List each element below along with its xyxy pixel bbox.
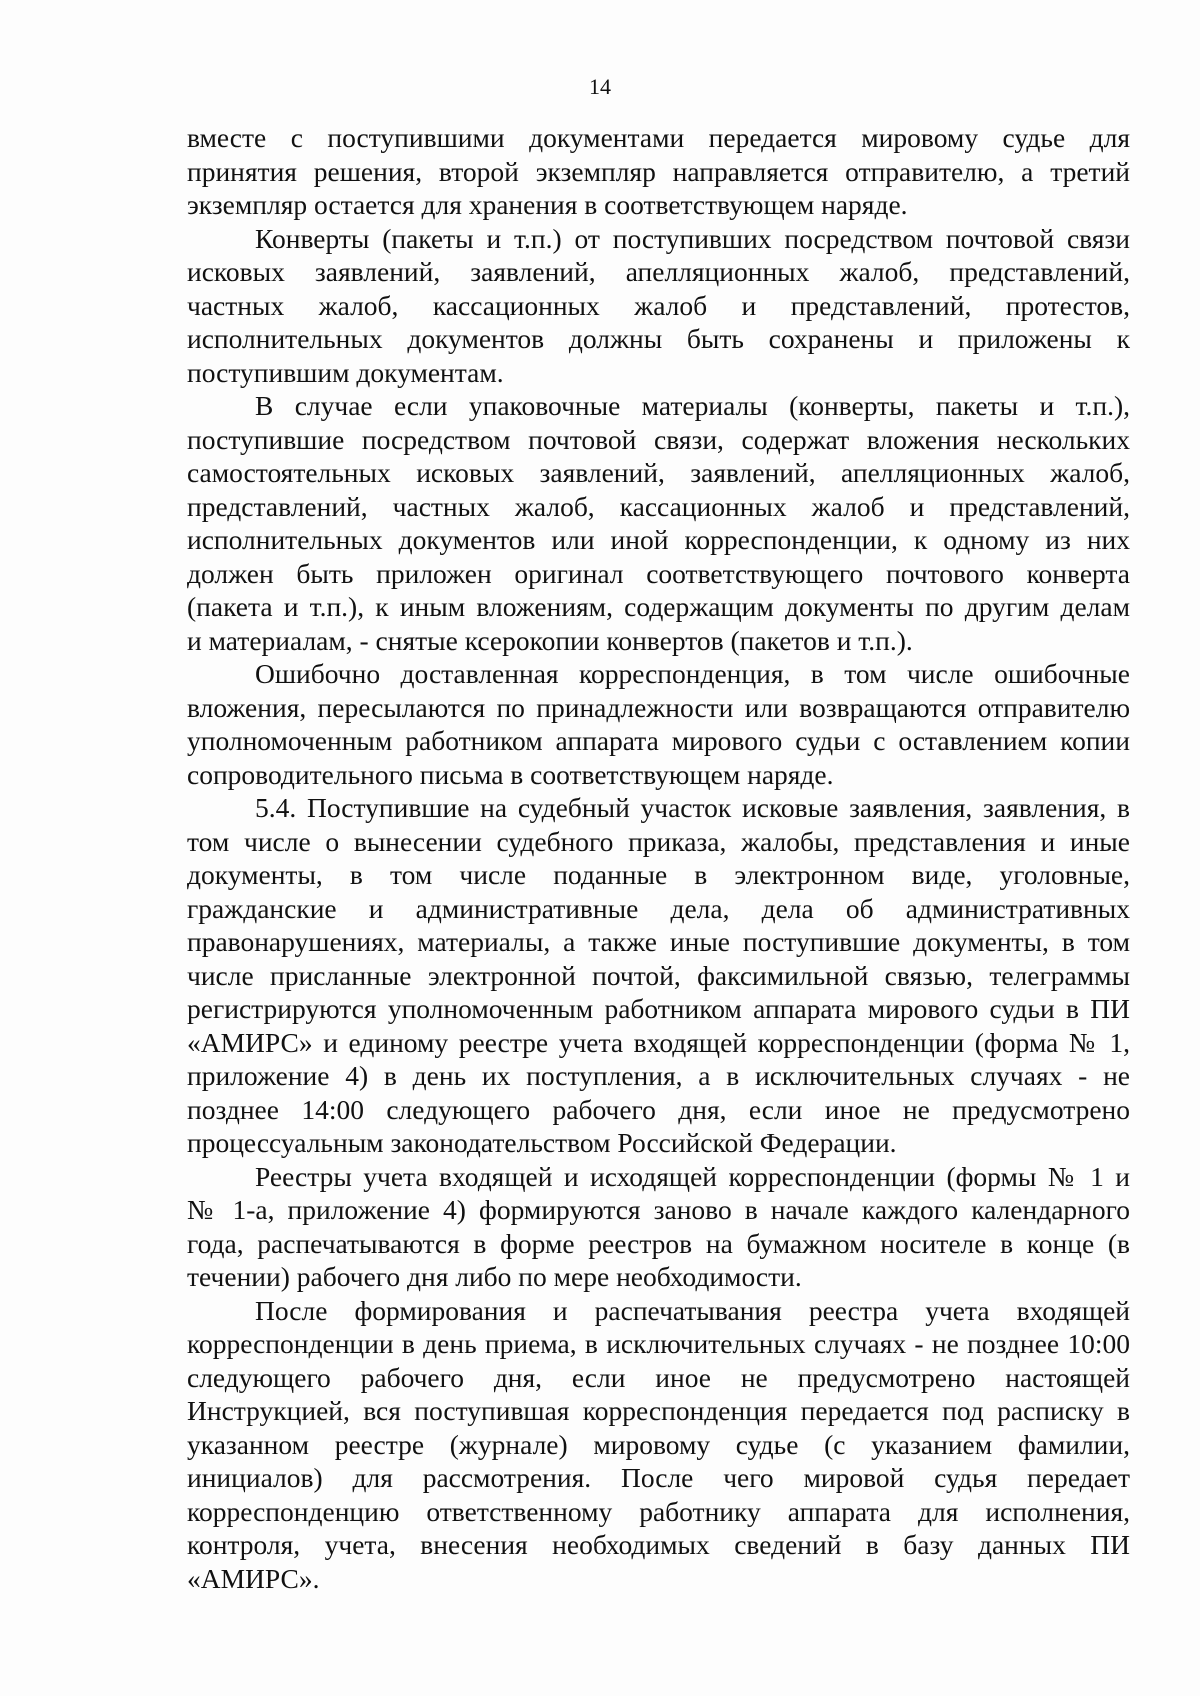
paragraph — [187, 791, 1130, 1160]
paragraph — [187, 389, 1130, 657]
text-line: числе присланные электронной почтой, факсимильной связью, телеграммы — [187, 959, 1130, 991]
text-line: и материалам, - снятые ксерокопии конвертов (пакетов и т.п.). — [187, 624, 913, 656]
text-line: поступившим документам. — [187, 356, 504, 388]
text-line: том числе о вынесении судебного приказа, жалобы, представления и иные — [187, 825, 1130, 857]
text-line: уполномоченным работником аппарата мирового судьи с оставлением копии — [187, 725, 1130, 756]
text-line: правонарушениях, материалы, а также иные поступившие документы, в том — [187, 926, 1130, 957]
paragraph — [187, 657, 1130, 791]
page-number: 14 — [589, 74, 611, 99]
text-line: Реестры учета входящей и исходящей корреспонденции (формы № 1 и — [255, 1160, 1130, 1192]
text-line: исполнительных документов должны быть сохранены и приложены к — [187, 323, 1130, 354]
text-line: исковых заявлений, заявлений, апелляционных жалоб, представлений, — [187, 256, 1130, 287]
text-line: позднее 14:00 следующего рабочего дня, если иное не предусмотрено — [187, 1093, 1130, 1125]
text-line: частных жалоб, кассационных жалоб и представлений, протестов, — [187, 289, 1130, 321]
text-line: исполнительных документов или иной корреспонденции, к одному из них — [187, 524, 1130, 555]
paragraph — [187, 1160, 1130, 1294]
text-line: процессуальным законодательством Российской Федерации. — [187, 1127, 897, 1158]
paragraph — [187, 121, 1130, 222]
text-line: представлений, частных жалоб, кассационных жалоб и представлений, — [187, 490, 1130, 522]
text-line: регистрируются уполномоченным работником аппарата мирового судьи в ПИ — [187, 993, 1130, 1024]
text-line: контроля, учета, внесения необходимых сведений в базу данных ПИ — [187, 1529, 1130, 1560]
document-body — [187, 121, 1130, 1595]
text-line: течении) рабочего дня либо по мере необходимости. — [187, 1261, 802, 1292]
text-line: (пакета и т.п.), к иным вложениям, содержащим документы по другим делам — [187, 591, 1130, 622]
text-line: № 1-а, приложение 4) формируются заново в начале каждого календарного — [187, 1194, 1130, 1225]
paragraph — [187, 1294, 1130, 1596]
text-line: самостоятельных исковых заявлений, заявлений, апелляционных жалоб, — [187, 457, 1130, 488]
text-line: В случае если упаковочные материалы (конверты, пакеты и т.п.), — [255, 390, 1130, 421]
text-line: «АМИРС». — [187, 1562, 320, 1594]
text-line: корреспонденцию ответственному работнику аппарата для исполнения, — [187, 1495, 1130, 1527]
text-line: «АМИРС» и единому реестре учета входящей корреспонденции (форма № 1, — [187, 1026, 1130, 1058]
text-line: гражданские и административные дела, дела об административных — [187, 892, 1130, 924]
paragraph — [187, 222, 1130, 390]
text-line: Ошибочно доставленная корреспонденция, в том числе ошибочные — [255, 658, 1130, 689]
text-line: Инструкцией, вся поступившая корреспонденция передается под расписку в — [187, 1395, 1130, 1426]
text-line: приложение 4) в день их поступления, а в исключительных случаях - не — [187, 1060, 1130, 1091]
text-line: После формирования и распечатывания реестра учета входящей — [255, 1294, 1130, 1326]
text-line: 5.4. Поступившие на судебный участок исковые заявления, заявления, в — [255, 792, 1130, 823]
text-line: Конверты (пакеты и т.п.) от поступивших посредством почтовой связи — [255, 222, 1130, 254]
text-line: документы, в том числе поданные в электронном виде, уголовные, — [187, 859, 1130, 890]
text-line: принятия решения, второй экземпляр направляется отправителю, а третий — [187, 155, 1130, 187]
text-line: года, распечатываются в форме реестров на бумажном носителе в конце (в — [187, 1227, 1130, 1259]
text-line: инициалов) для рассмотрения. После чего мировой судья передает — [187, 1462, 1130, 1493]
text-line: экземпляр остается для хранения в соответствующем наряде. — [187, 189, 908, 220]
text-line: корреспонденции в день приема, в исключительных случаях - не позднее 10:00 — [187, 1328, 1130, 1359]
text-line: должен быть приложен оригинал соответствующего почтового конверта — [187, 557, 1130, 589]
text-line: указанном реестре (журнале) мировому судье (с указанием фамилии, — [187, 1428, 1130, 1460]
text-line: сопроводительного письма в соответствующем наряде. — [187, 758, 834, 790]
text-line: вложения, пересылаются по принадлежности или возвращаются отправителю — [187, 691, 1130, 723]
text-line: вместе с поступившими документами передается мировому судье для — [187, 122, 1130, 153]
text-line: поступившие посредством почтовой связи, содержат вложения нескольких — [187, 423, 1130, 455]
text-line: следующего рабочего дня, если иное не предусмотрено настоящей — [187, 1361, 1130, 1393]
